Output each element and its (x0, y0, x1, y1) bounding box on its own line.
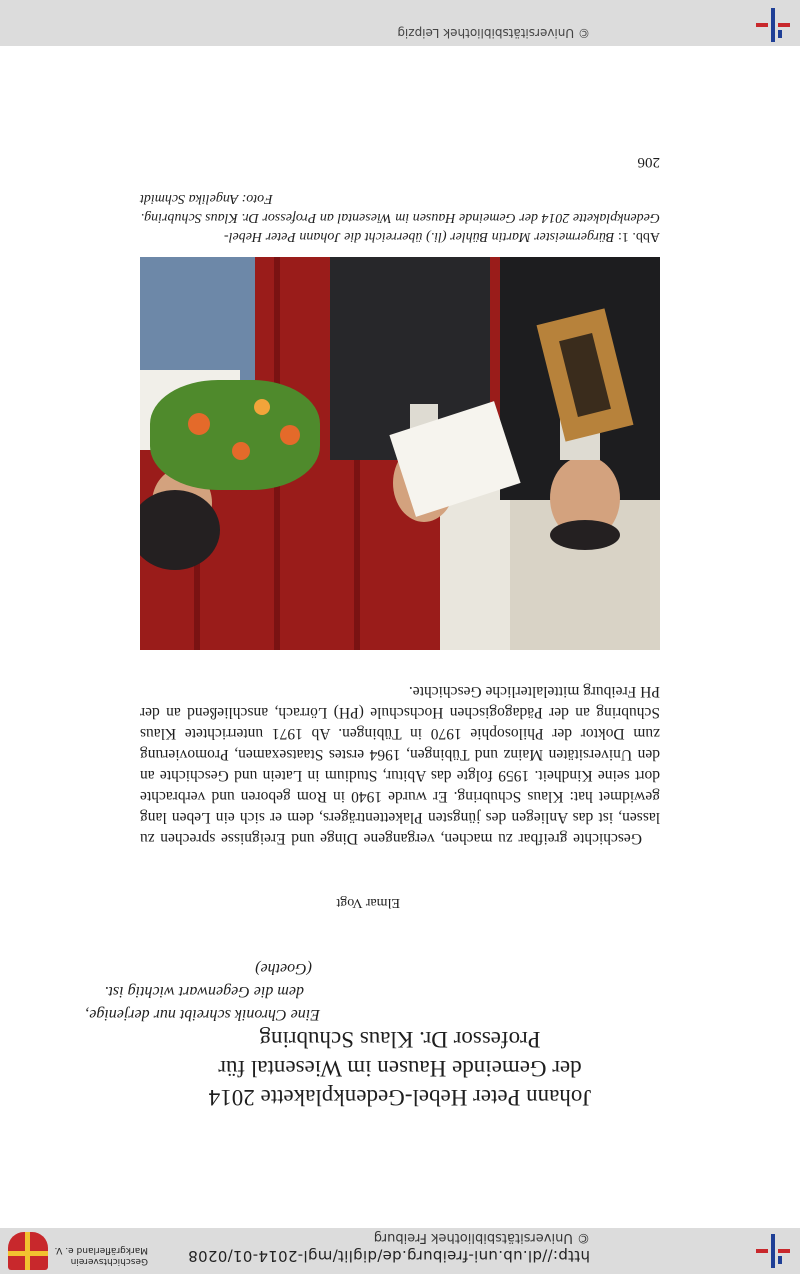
university-library-logo-icon (756, 1234, 790, 1268)
article-title (160, 1025, 640, 1112)
permalink-url[interactable]: http://dl.ub.uni-freiburg.de/diglit/mgl-2014-01/0208 (187, 1247, 590, 1265)
page-number: 206 (637, 154, 660, 170)
epigraph (50, 957, 320, 1026)
title-line-2: der Gemeinde Hausen im Wiesental für (218, 1056, 582, 1081)
title-line-1: Johann Peter Hebel-Gedenkplakette 2014 (208, 1085, 592, 1110)
viewer-header-band (0, 1228, 800, 1274)
figure-label: Abb. 1: (618, 229, 660, 244)
epigraph-line-2: dem die Gegenwart wichtig ist. (104, 983, 304, 1000)
footer-credit: © Universitätsbibliothek Leipzig (397, 26, 590, 40)
epigraph-source: (Goethe) (255, 960, 312, 977)
figure-caption (140, 189, 660, 246)
association-line-1: Geschichtsverein (70, 1256, 148, 1266)
association-crest-icon (8, 1232, 48, 1270)
association-name (52, 1244, 148, 1266)
award-ceremony-photo (140, 257, 660, 650)
epigraph-line-1: Eine Chronik schreibt nur derjenige, (85, 1006, 320, 1023)
library-credit: © Universitätsbibliothek Freiburg (373, 1230, 590, 1245)
association-line-2: Markgräflerland e. V. (54, 1245, 148, 1255)
author-name: Elmar Vogt (336, 895, 400, 910)
footer-logo-icon (756, 8, 790, 42)
photo-credit: Foto: Angelika Schmidt (140, 191, 273, 206)
figure-caption-text: Bürgermeister Martin Bühler (li.) überreicht die Johann Peter Hebel-Gedenkplakette 2014 der Gemeinde Hausen im Wiesental an Professor Dr. Klaus Schubring. (140, 210, 660, 244)
viewer-footer-band (0, 0, 800, 46)
body-paragraph: Geschichte greifbar zu machen, vergangene Dinge und Ereignisse sprechen zu lassen, ist das Anliegen des jüngsten Plakettenträgers, dem er sich ein Leben lang gewidmet hat: Klaus Schubring. Er wurde 1940 in Rom geboren und verbrachte dort seine Kindheit. 1959 folgte das Abitur, Studium in Latein und Geschichte an den Universitäten Mainz und Tübingen, 1964 erstes Staatsexamen, Promovierung zum Doktor der Philosophie 1970 in Tübingen. Ab 1971 unterrichtete Klaus Schubring an der Pädagogischen Hochschule (PH) Lörrach, anschließend an der PH Freiburg mittelalterliche Geschichte. (140, 683, 660, 847)
title-line-3: Professor Dr. Klaus Schubring (259, 1027, 541, 1052)
